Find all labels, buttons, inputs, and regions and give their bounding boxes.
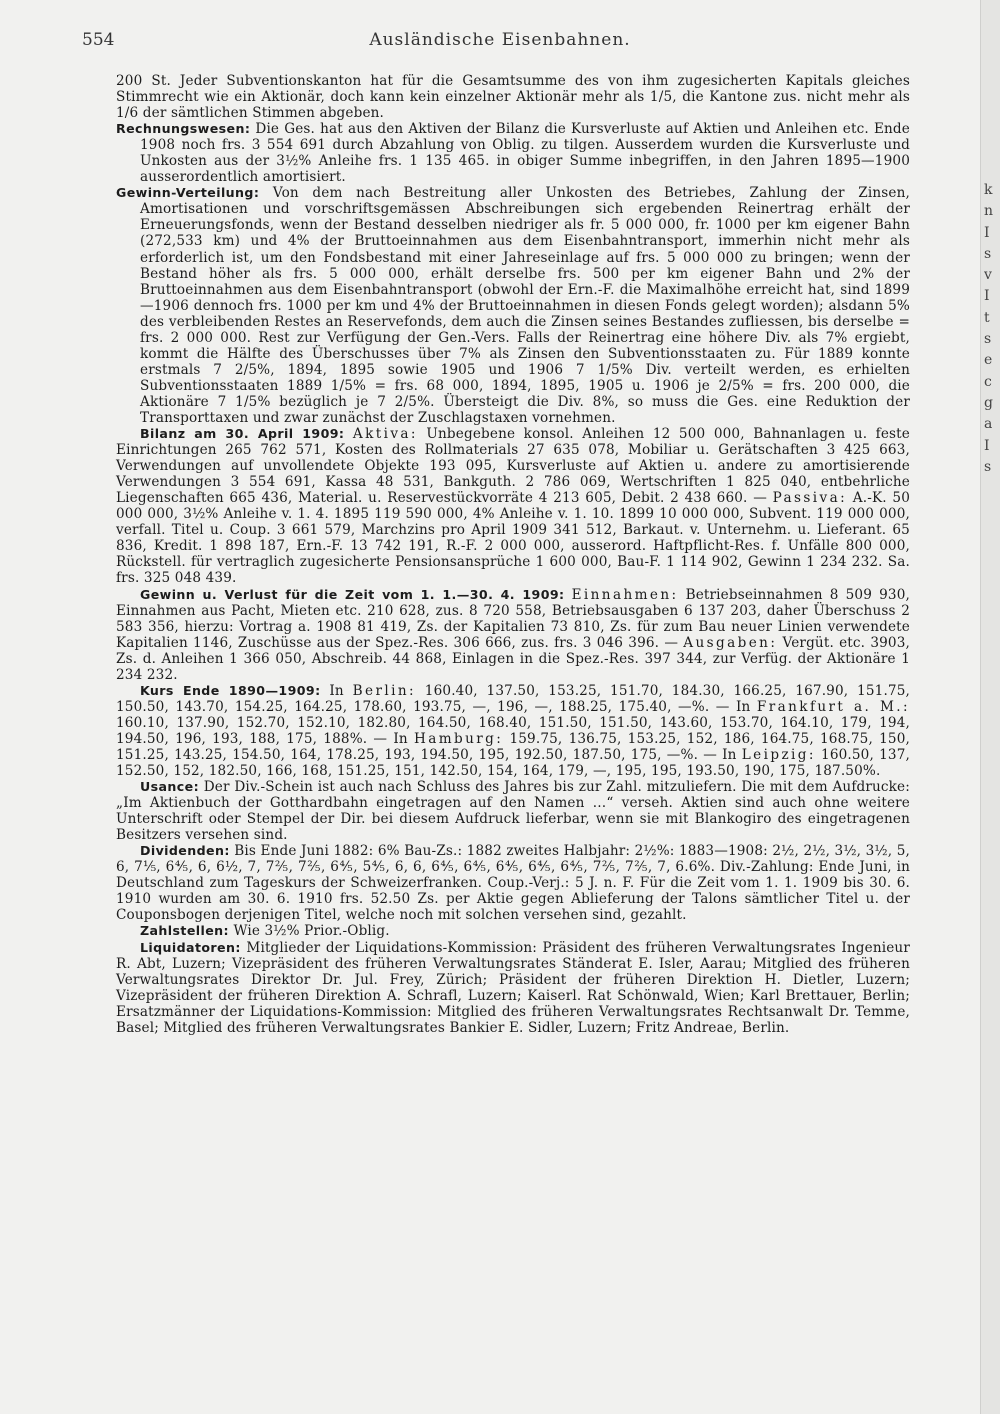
usance-heading: Usance: — [140, 779, 200, 795]
dividends-heading: Dividenden: — [140, 843, 230, 859]
page-number: 554 — [82, 30, 115, 50]
profit-loss-text: Einnahmen: Betriebseinnahmen 8 509 930, Einnahmen aus Pacht, Mieten etc. 210 628, zus. 8 720 558, Betriebsausgaben 6 137 203, daher Überschuss 2 583 356, hierzu: Vortrag a. 1908 81 419, Zs. der Kapitalien 73 810, Zs. für zum Bau neuer Linien verwendete Kapitalien 1146, Zuschüsse aus der Spez.-Res. 306 666, zus. frs. 3 046 396. — Ausgaben: Vergüt. etc. 3903, Zs. d. Anleihen 1 366 050, Abschreib. 44 868, Einlagen in die Spez.-Res. 397 344, zur Verfüg. der Aktionäre 1 234 232. — [116, 586, 910, 683]
adjacent-page-letter: I — [984, 437, 990, 454]
adjacent-page-letter: s — [984, 458, 992, 475]
adjacent-page-letter: g — [984, 394, 993, 411]
adjacent-page-letter: s — [984, 331, 992, 348]
paragraph-balance-sheet — [116, 426, 910, 586]
adjacent-page-letter: a — [984, 416, 993, 433]
adjacent-page-letter: c — [984, 373, 992, 390]
balance-sheet-heading: Bilanz am 30. April 1909: — [140, 426, 345, 442]
paying-agents-text: Wie 3½% Prior.-Oblig. — [233, 923, 390, 940]
paragraph-liquidators — [116, 940, 910, 1036]
page-body — [116, 73, 910, 1036]
adjacent-page-letter: n — [984, 203, 994, 220]
adjacent-page-letter: v — [984, 267, 992, 284]
share-prices-heading: Kurs Ende 1890—1909: — [140, 682, 321, 698]
adjacent-page-letter: k — [984, 182, 993, 198]
adjacent-page-letter: e — [984, 352, 993, 369]
paragraph-voting-rights — [116, 73, 910, 121]
paragraph-profit-distribution — [116, 185, 910, 426]
paragraph-dividends — [116, 843, 910, 923]
paragraph-accounting — [116, 121, 910, 185]
running-title: Ausländische Eisenbahnen. — [369, 30, 631, 50]
usance-text: Der Div.-Schein ist auch nach Schluss des Jahres bis zur Zahl. mitzuliefern. Die mit dem Aufdrucke: „Im Aktienbuch der Gotthardbahn eingetragen auf den Namen …“ verseh. Aktien sind auch ohne weitere Unterschrift oder Stempel der Dir. bei diesem Aufdruck lieferbar, wenn sie mit Blankogiro des eingetragenen Besitzers versehen sind. — [116, 779, 910, 844]
paragraph-paying-agents — [116, 923, 910, 939]
adjacent-page-letter: I — [984, 288, 990, 305]
adjacent-page-letter: s — [984, 245, 992, 262]
profit-distribution-heading: Gewinn-Verteilung: — [116, 185, 260, 201]
share-prices-text: In Berlin: 160.40, 137.50, 153.25, 151.70, 184.30, 166.25, 167.90, 151.75, 150.50, 143.70, 154.25, 164.25, 178.60, 193.75, —, 196, —, 188.25, 175.40, —%. — In Frankfurt a. M.: 160.10, 137.90, 152.70, 152.10, 182.80, 164.50, 168.40, 151.50, 151.50, 143.60, 153.70, 164.10, 179, 194, 194.50, 196, 193, 188, 175, 188%. — In Hamburg: 159.75, 136.75, 153.25, 152, 186, 164.75, 168.75, 150, 151.25, 143.25, 154.50, 164, 178.25, 193, 194.50, 195, 192.50, 187.50, 175, —%. — In Leipzig: 160.50, 137, 152.50, 152, 182.50, 166, 168, 151.25, 151, 142.50, 154, 164, 179, —, 195, 195, 193.50, 190, 175, 187.50%. — [116, 682, 910, 780]
paragraph-share-prices — [116, 683, 910, 779]
adjacent-page-letter: I — [984, 224, 990, 241]
profit-loss-heading: Gewinn u. Verlust für die Zeit vom 1. 1.—30. 4. 1909: — [140, 586, 565, 602]
accounting-heading: Rechnungswesen: — [116, 121, 251, 137]
liquidators-text: Mitglieder der Liquidations-Kommission: Präsident des früheren Verwaltungsrates Ingenieur R. Abt, Luzern; Vizepräsident des früheren Verwaltungsrates Ständerat E. Isler, Aarau; Mitglied des früheren Verwaltungsrates Direktor Dr. Jul. Frey, Zürich; Präsident der früheren Direktion H. Dietler, Luzern; Vizepräsident der früheren Direktion A. Schrafl, Luzern; Kaiserl. Rat Schönwald, Wien; Karl Brettauer, Berlin; Ersatzmänner der Liquidations-Kommission: Mitglied des früheren Verwaltungsrates Rechtsanwalt Dr. Temme, Basel; Mitglied des früheren Verwaltungsrates Bankier E. Sidler, Luzern; Fritz Andreae, Berlin. — [116, 939, 910, 1036]
accounting-text: Die Ges. hat aus den Aktiven der Bilanz die Kursverluste auf Aktien und Anleihen etc. Ende 1908 noch frs. 3 554 691 durch Abzahlung von Oblig. zu tilgen. Ausserdem wurden die Kursverluste und Unkosten aus der 3½% Anleihe frs. 1 135 465. in obiger Summe inbegriffen, in den Jahren 1895—1900 ausserordentlich amortisiert. — [140, 121, 910, 186]
profit-distribution-text: Von dem nach Bestreitung aller Unkosten des Betriebes, Zahlung der Zinsen, Amortisationen und vorschriftsgemässen Abschreibungen sich ergebenden Reinertrag erhält der Erneuerungsfonds, wenn der Bestand desselben niedriger als fr. 5 000 000, fr. 1000 per km eigener Bahn (272,533 km) und 4% der Bruttoeinnahmen aus dem Eisenbahntransport, immerhin nicht mehr als erforderlich ist, um den Fondsbestand mit einer Jahreseinlage auf frs. 5 000 000 zu bringen; wenn der Bestand höher als frs. 5 000 000, erhält derselbe frs. 500 per km eigener Bahn und 2% der Bruttoeinnahmen aus dem Eisenbahntransport (obwohl der Ern.-F. die Maximalhöhe erreicht hat, sind 1899—1906 dennoch frs. 1000 per km und 4% der Bruttoeinnahmen in diesen Fonds gelegt worden); alsdann 5% des verbleibenden Restes an Reservefonds, dem auch die Zinsen seines Bestandes zufliessen, bis derselbe = frs. 2 000 000. Rest zur Verfügung der Gen.-Vers. Falls der Reinertrag eine höhere Div. als 7% ergiebt, kommt die Hälfte des Überschusses über 7% als Zinsen den Subventionsstaaten zu. Für 1889 konnte erstmals 7 2/5%, 1894, 1895 sowie 1905 und 1906 7 1/5% Div. verteilt werden, es erhielten Subventionsstaaten 1889 1/5% = frs. 68 000, 1894, 1895, 1905 u. 1906 je 2/5% = frs. 200 000, die Aktionäre 7 1/5% bezüglich je 7 2/5%. Übersteigt die Div. 8%, so muss die Ges. eine Reduktion der Transporttaxen und zwar zunächst der Zuschlagstaxen vornehmen. — [140, 185, 910, 426]
dividends-text: Bis Ende Juni 1882: 6% Bau-Zs.: 1882 zweites Halbjahr: 2½%: 1883—1908: 2½, 2½, 3½, 3½, 5, 6, 7⅕, 6⅘, 6, 6½, 7, 7⅖, 7⅖, 6⅘, 5⅘, 6, 6, 6⅘, 6⅘, 6⅘, 6⅘, 6⅘, 7⅖, 7⅖, 7, 6.6%. Div.-Zahlung: Ende Juni, in Deutschland zum Tageskurs der Schweizerfranken. Coup.-Verj.: 5 J. n. F. Für die Zeit vom 1. 1. 1909 bis 30. 6. 1910 wurden am 30. 6. 1910 frs. 52.50 Zs. per Aktie gegen Ablieferung der Talons sämtlicher Titel u. der Couponsbogen derjenigen Titel, welche noch mit solchen versehen sind, gezahlt. — [116, 843, 910, 924]
balance-sheet-text: Aktiva: Unbegebene konsol. Anleihen 12 500 000, Bahnanlagen u. feste Einrichtungen 265 762 571, Kosten des Rollmaterials 27 635 078, Mobiliar u. Gerätschaften 3 425 663, Verwendungen auf unvollendete Objekte 193 095, Kursverluste auf Aktien u. andere zu amortisierende Verwendungen 3 554 691, Kassa 48 531, Bankguth. 2 786 069, Wertschriften 1 825 040, entbehrliche Liegenschaften 665 436, Material. u. Reservestückvorräte 4 213 605, Debit. 2 438 660. — Passiva: A.-K. 50 000 000, 3½% Anleihe v. 1. 4. 1895 119 590 000, 4% Anleihe v. 1. 10. 1899 10 000 000, Subvent. 119 000 000, verfall. Titel u. Coup. 3 661 579, Marchzins pro April 1909 341 512, Barkaut. v. Unternehm. u. Lieferant. 65 836, Kredit. 1 898 187, Ern.-F. 13 742 191, R.-F. 2 000 000, ausserord. Haftpflicht-Res. f. Unfälle 800 000, Rückstell. für vertraglich zugesicherte Pensionsansprüche 1 600 000, Bau-F. 1 114 902, Gewinn 1 234 232. Sa. frs. 325 048 439. — [116, 426, 911, 587]
paragraph-profit-loss — [116, 587, 910, 683]
adjacent-page-letter: t — [984, 309, 990, 326]
adjacent-page-letters — [984, 180, 998, 478]
voting-rights-text: 200 St. Jeder Subventionskanton hat für die Gesamtsumme des von ihm zugesicherten Kapitals gleiches Stimmrecht wie ein Aktionär, doch kann kein einzelner Aktionär mehr als 1/5, die Kantone zus. nicht mehr als 1/6 der sämtlichen Stimmen abgeben. — [116, 73, 910, 122]
paragraph-usance — [116, 779, 910, 843]
liquidators-heading: Liquidatoren: — [140, 939, 241, 955]
paying-agents-heading: Zahlstellen: — [140, 923, 229, 939]
